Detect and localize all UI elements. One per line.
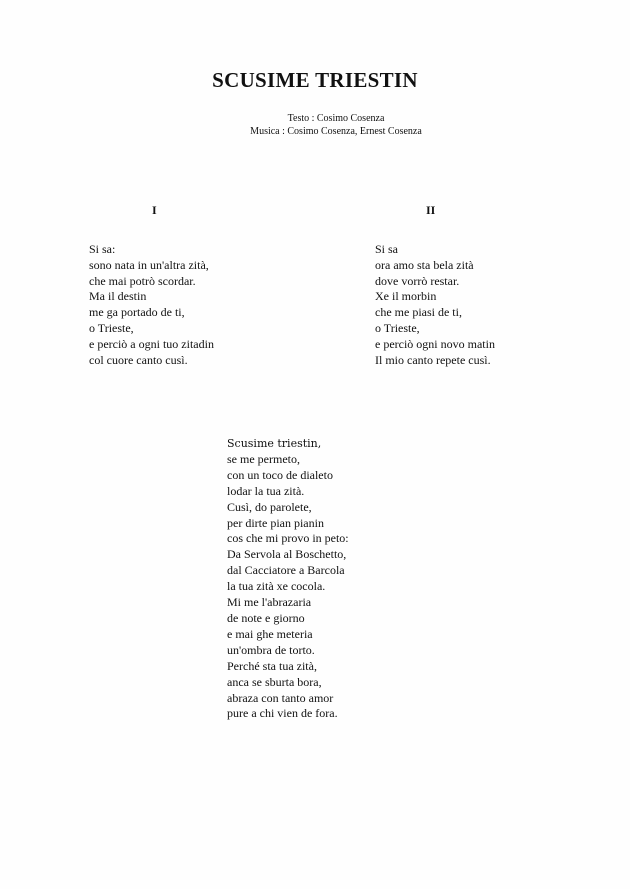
lyrics-credit: Testo : Cosimo Cosenza	[287, 113, 385, 124]
verse-line: Xe il morbin	[375, 289, 437, 304]
stanza-2-lines	[375, 242, 495, 368]
stanza-number: II	[426, 203, 436, 217]
verse-line: e perciò ogni novo matin	[375, 336, 495, 351]
chorus-line: Scusime triestin,	[227, 437, 322, 450]
verse-line: Il mio canto repete cusì.	[375, 352, 491, 367]
verse-line: che me piasi de ti,	[375, 305, 462, 320]
verse-line: ora amo sta bela zità	[375, 257, 474, 272]
verse-line: Si sa	[375, 242, 399, 256]
verse-line: me ga portado de ti,	[89, 305, 185, 320]
song-credits	[0, 112, 630, 138]
verse-line: sono nata in un'altra zità,	[89, 257, 209, 272]
chorus-line: pure a chi vien de fora.	[227, 706, 338, 721]
chorus-line: se me permeto,	[227, 451, 300, 466]
music-credit: Musica : Cosimo Cosenza, Ernest Cosenza	[250, 126, 422, 137]
chorus-line: dal Cacciatore a Barcola	[227, 563, 345, 578]
verse-line: dove vorrò restar.	[375, 273, 460, 288]
chorus-line: e mai ghe meteria	[227, 626, 313, 641]
verse-line: o Trieste,	[375, 320, 420, 335]
chorus-lines	[227, 436, 349, 722]
verse-line: col cuore canto cusì.	[89, 352, 188, 367]
song-title: SCUSIME TRIESTIN	[212, 68, 418, 92]
verse-line: o Trieste,	[89, 320, 134, 335]
chorus-line: per dirte pian pianin	[227, 515, 324, 530]
chorus-line: Mi me l'abrazaria	[227, 595, 312, 610]
chorus-line: Da Servola al Boschetto,	[227, 547, 347, 562]
stanza-1-lines	[89, 242, 214, 368]
verse-line: che mai potrò scordar.	[89, 273, 196, 288]
stanza-number: I	[152, 203, 157, 217]
verse-line: Si sa:	[89, 242, 116, 256]
chorus-line: Cusì, do parolete,	[227, 499, 312, 514]
chorus-line: Perché sta tua zità,	[227, 658, 317, 673]
chorus-line: la tua zità xe cocola.	[227, 579, 326, 594]
chorus-line: un'ombra de torto.	[227, 642, 315, 657]
chorus-line: con un toco de dialeto	[227, 467, 333, 482]
verse-line: e perciò a ogni tuo zitadin	[89, 336, 214, 351]
chorus-line: lodar la tua zità.	[227, 483, 305, 498]
chorus-line: abraza con tanto amor	[227, 690, 334, 705]
chorus-line: cos che mi provo in peto:	[227, 531, 349, 546]
verse-line: Ma il destin	[89, 289, 147, 304]
chorus-line: anca se sburta bora,	[227, 674, 322, 689]
chorus-line: de note e giorno	[227, 610, 305, 625]
